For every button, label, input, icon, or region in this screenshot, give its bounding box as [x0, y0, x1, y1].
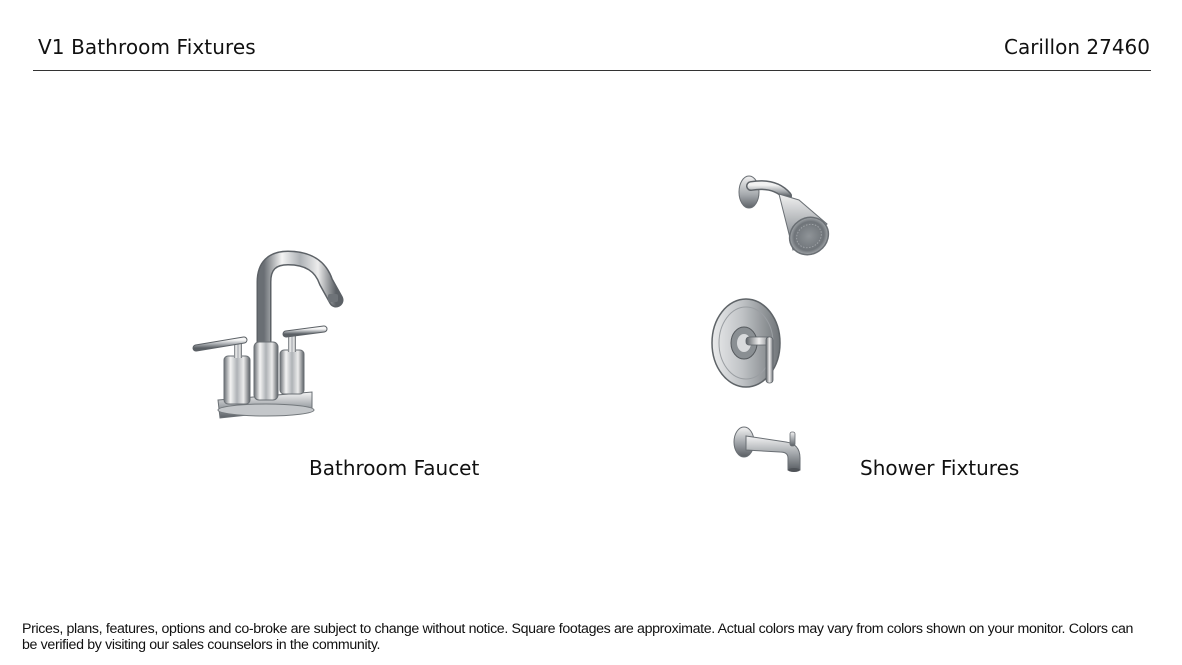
page-title: V1 Bathroom Fixtures — [38, 35, 256, 59]
header-divider — [33, 70, 1151, 71]
disclaimer-text: Prices, plans, features, options and co-broke are subject to change without notice. Square footages are approximate. Actual colors may vary from colors shown on your monitor. Colors can be verified by visiting our sales counselors in the community. — [22, 621, 1134, 653]
bathroom-faucet-image — [190, 250, 345, 425]
plan-name: Carillon 27460 — [1003, 35, 1150, 59]
shower-fixtures-caption: Shower Fixtures — [860, 456, 1020, 480]
tub-spout-image — [730, 424, 808, 476]
bathroom-faucet-caption: Bathroom Faucet — [309, 456, 480, 480]
shower-head-image — [735, 172, 835, 260]
shower-valve-trim-image — [710, 297, 785, 392]
